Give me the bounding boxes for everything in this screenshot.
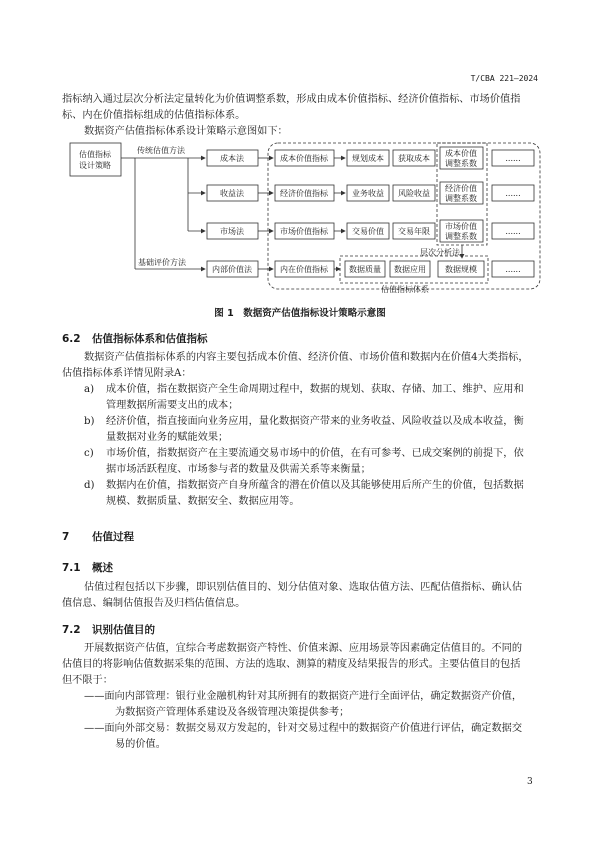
adjust-label: 成本价值 — [445, 149, 477, 158]
row-item-label: 交易价值 — [352, 227, 384, 236]
indicator-label: 内在价值指标 — [280, 265, 328, 274]
figure-caption: 图 1 数据资产估值指标设计策略示意图 — [214, 308, 386, 319]
indicator-label: 市场价值指标 — [280, 227, 328, 236]
dash-text: 面向外部交易：数据交易双方发起的，针对交易过程中的数据资产价值进行评估，确定数据交 — [104, 723, 523, 734]
section-number: 7 — [62, 531, 70, 543]
method-label: 内部价值法 — [212, 265, 252, 274]
section-number: 7.1 — [62, 562, 81, 574]
section-title: 识别估值目的 — [92, 624, 155, 636]
intro-line-3: 数据资产估值指标体系设计策略示意图如下： — [84, 126, 288, 137]
indicator-label: 经济价值指标 — [280, 189, 328, 198]
list-text-cont: 规模、数据质量、数据安全、数据应用等。 — [106, 496, 300, 507]
sec72-para-line: 估值目的将影响估值数据采集的范围、方法的选取、测算的精度及结果报告的形式。主要估值目的包括 — [62, 659, 521, 670]
ellipsis-label: ...... — [505, 227, 521, 236]
sec71-para-line: 估值过程包括以下步骤，即识别估值目的、划分估值对象、选取估值方法、匹配估值指标、确认估 — [84, 582, 523, 593]
method-label: 市场法 — [220, 227, 244, 236]
ahp-label: 层次分析法 — [420, 248, 460, 257]
sec62-para-line: 估值指标体系详情见附录A： — [62, 368, 192, 379]
dash-item-external — [84, 721, 522, 737]
ellipsis-label: ...... — [505, 154, 521, 163]
dash-mark: —— — [84, 723, 105, 734]
ellipsis-label: ...... — [505, 189, 521, 198]
method-label: 收益法 — [220, 189, 244, 198]
list-text: 成本价值，指在数据资产全生命周期过程中，数据的规划、获取、存储、加工、维护、应用和 — [106, 384, 524, 395]
row-item-label: 数据规模 — [445, 265, 477, 274]
row-item-label: 交易年限 — [398, 227, 430, 236]
adjust-label: 调整系数 — [445, 232, 477, 241]
document-code: T/CBA 221—2024 — [470, 74, 538, 83]
sec72-para-line: 开展数据资产估值，宜综合考虑数据资产特性、价值来源、应用场景等因素确定估值目的。不同的 — [84, 643, 523, 654]
dash-text-cont: 易的价值。 — [115, 739, 166, 750]
sec62-para-line: 数据资产估值指标体系的内容主要包括成本价值、经济价值、市场价值和数据内在价值4大类指标， — [84, 352, 529, 363]
root-label-1: 估值指标 — [79, 150, 111, 159]
row-item-label: 数据应用 — [394, 265, 426, 274]
basic-method-label: 基础评价方法 — [138, 258, 186, 267]
section-7-heading — [62, 529, 134, 544]
list-label: d) — [84, 480, 95, 491]
list-text-cont: 管理数据所需要支出的成本； — [106, 400, 239, 411]
list-item-b — [84, 414, 524, 430]
list-item-a — [84, 382, 524, 398]
strategy-diagram — [0, 0, 600, 300]
section-7-2-heading — [62, 622, 155, 637]
system-label: 估值指标体系 — [381, 285, 429, 294]
row-item-label: 风险收益 — [398, 189, 430, 198]
dash-item-internal — [84, 689, 522, 705]
root-label-2: 设计策略 — [79, 161, 111, 170]
sec72-para-line: 但不限于： — [62, 675, 113, 686]
trad-method-label: 传统估值方法 — [137, 146, 185, 155]
row-item-label: 数据质量 — [349, 265, 381, 274]
intro-line-1: 指标纳入通过层次分析法定量转化为价值调整系数，形成由成本价值指标、经济价值指标、市场价值指 — [62, 94, 521, 105]
section-title: 估值过程 — [92, 531, 134, 543]
section-title: 概述 — [92, 562, 113, 574]
list-item-c — [84, 446, 524, 462]
page-number: 3 — [527, 777, 533, 787]
dash-mark: —— — [84, 691, 105, 702]
list-label: c) — [84, 448, 94, 459]
row-item-label: 业务收益 — [352, 189, 384, 198]
row-item-label: 获取成本 — [398, 154, 430, 163]
intro-line-2: 标、内在价值指标组成的估值指标体系。 — [62, 110, 246, 121]
section-number: 6.2 — [62, 333, 81, 345]
list-text-cont: 量数据对业务的赋能效果； — [106, 432, 229, 443]
list-item-d — [84, 478, 524, 494]
dash-text-cont: 为数据资产管理体系建设及各级管理决策提供参考； — [115, 707, 350, 718]
list-text: 经济价值，指直接面向业务应用，量化数据资产带来的业务收益、风险收益以及成本收益，衡 — [106, 416, 524, 427]
section-6-2-heading — [62, 331, 208, 346]
dash-text: 面向内部管理：银行业金融机构针对其所拥有的数据资产进行全面评估，确定数据资产价值， — [104, 691, 523, 702]
sec71-para-line: 值信息、编制估值报告及归档估值信息。 — [62, 598, 246, 609]
adjust-label: 市场价值 — [445, 222, 477, 231]
root-box — [70, 143, 121, 176]
adjust-label: 调整系数 — [445, 194, 477, 203]
ellipsis-label: ...... — [505, 265, 521, 274]
section-title: 估值指标体系和估值指标 — [92, 333, 208, 345]
row-item-label: 规划成本 — [352, 154, 384, 163]
list-text: 市场价值，指数据资产在主要流通交易市场中的价值，在有可参考、已成交案例的前提下，依 — [106, 448, 524, 459]
list-text: 数据内在价值，指数据资产自身所蕴含的潜在价值以及其能够使用后所产生的价值，包括数据 — [106, 480, 524, 491]
section-number: 7.2 — [62, 624, 81, 636]
method-label: 成本法 — [220, 154, 244, 163]
section-7-1-heading — [62, 560, 113, 575]
list-label: b) — [84, 416, 95, 427]
list-text-cont: 据市场活跃程度、市场参与者的数量及供需关系等来衡量； — [106, 464, 371, 475]
list-label: a) — [84, 384, 95, 395]
indicator-label: 成本价值指标 — [280, 154, 328, 163]
adjust-label: 调整系数 — [445, 159, 477, 168]
adjust-label: 经济价值 — [445, 184, 477, 193]
